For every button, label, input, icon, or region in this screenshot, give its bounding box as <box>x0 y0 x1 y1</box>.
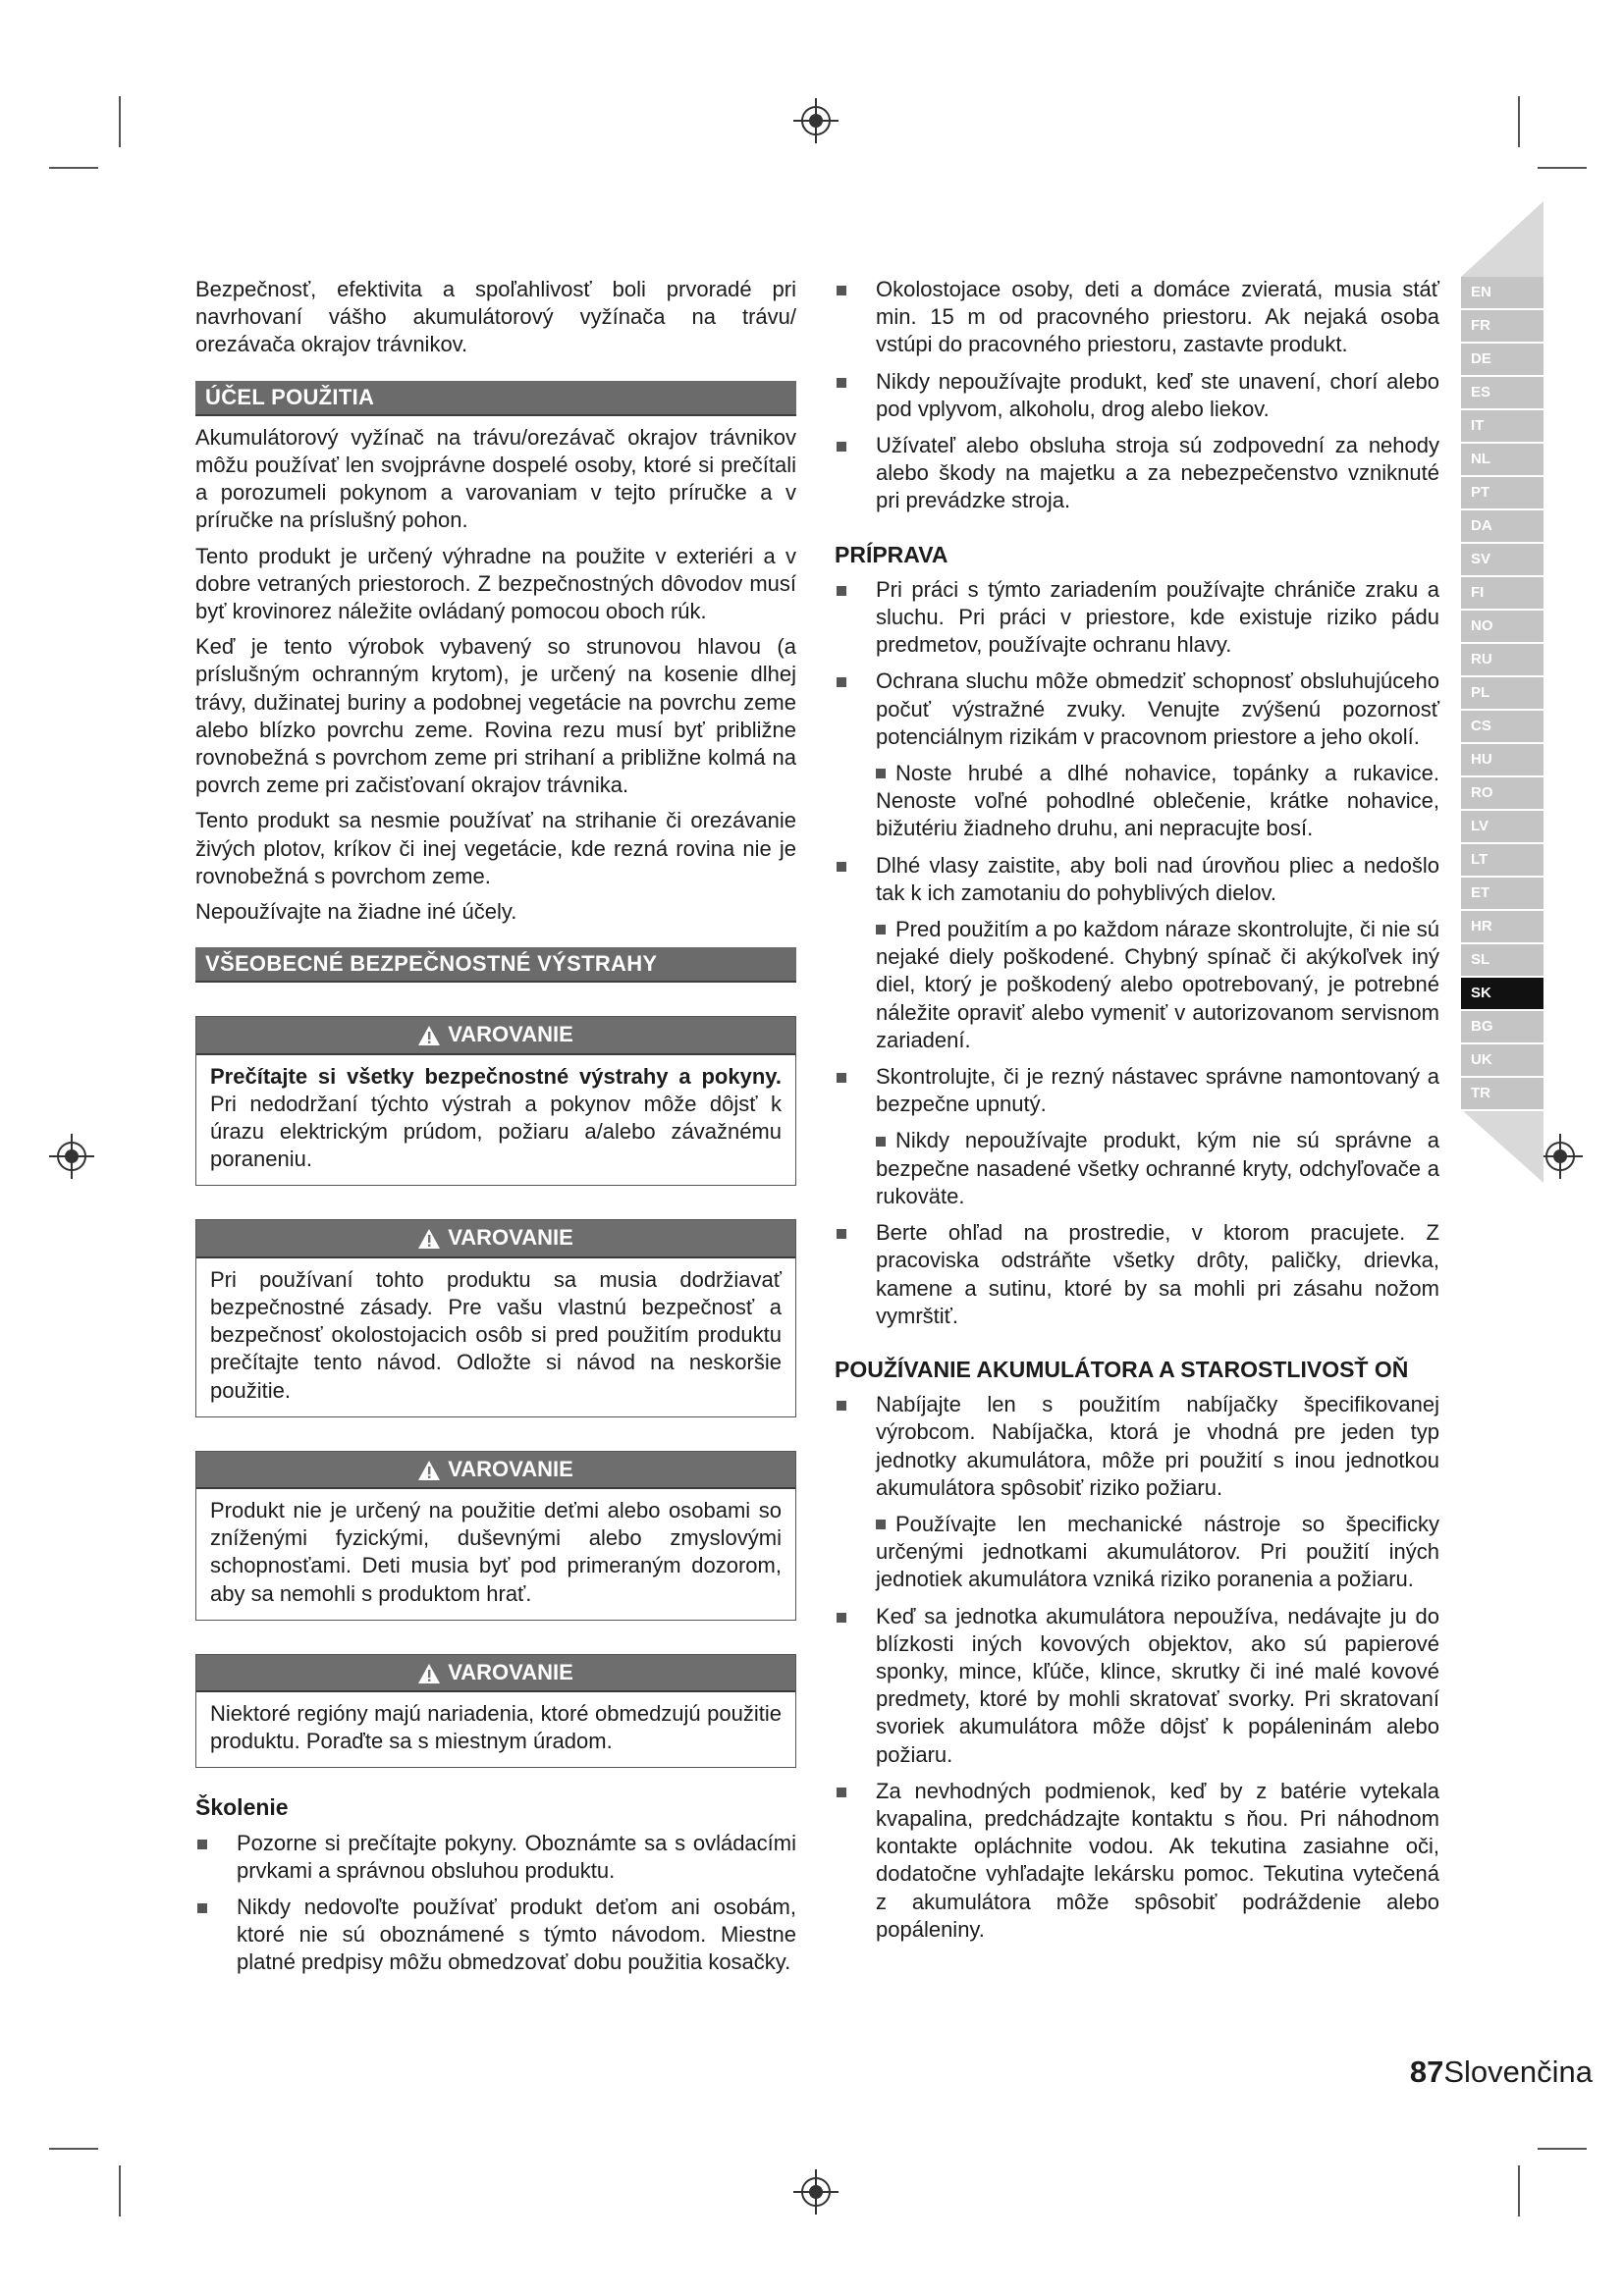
language-tab-item-sv: SV <box>1461 544 1543 577</box>
warning-header <box>196 1452 795 1489</box>
language-name: Slovenčina <box>1443 2055 1593 2089</box>
crop-mark <box>1518 2165 1520 2216</box>
list-item <box>835 1511 1439 1594</box>
list-item-text: Noste hrubé a dlhé nohavice, topánky a rukavice. Nenoste voľné pohodlné oblečenie, krátke nohavice, bižutériu žiadneho druhu, ani nepracujte bosí. <box>876 761 1439 841</box>
warning-box <box>195 1219 796 1416</box>
language-tab-item-es: ES <box>1461 377 1543 410</box>
list-item <box>835 760 1439 843</box>
battery-list <box>835 1391 1439 1944</box>
list-item-text: Pred použitím a po každom náraze skontrolujte, či nie sú nejaké diely poškodené. Chybný spínač či akýkoľvek iný diel, ktorý je poškodený alebo opotrebovaný, je potrebné náležite opraviť alebo vymeniť v autorizovanom servisnom zariadení. <box>876 917 1439 1052</box>
section-heading-purpose: ÚČEL POUŽITIA <box>195 381 796 416</box>
language-tab-item-hr: HR <box>1461 911 1543 944</box>
warning-triangle-icon <box>418 1229 440 1249</box>
language-tab-item-da: DA <box>1461 510 1543 544</box>
list-item-text: Okolostojace osoby, deti a domáce zvieratá, musia stáť min. 15 m od pracovného priestoru. Ak nejaká osoba vstúpi do pracovného priestoru, zastavte produkt. <box>876 277 1439 357</box>
list-item <box>835 1127 1439 1210</box>
warning-label: VAROVANIE <box>448 1022 573 1047</box>
list-item-text: Užívateľ alebo obsluha stroja sú zodpovední za nehody alebo škody na majetku a za nebezpečenstvo vzniknuté pri prevádzke stroja. <box>876 433 1439 513</box>
list-item-text: Dlhé vlasy zaistite, aby boli nad úrovňou pliec a nedošlo tak k ich zamotaniu do pohyblivých dielov. <box>876 852 1439 905</box>
warning-body: Produkt nie je určený na použitie deťmi alebo osobami so zníženými fyzickými, duševnými alebo zmyslovými schopnosťami. Deti musia byť pod primeraným dozorom, aby sa nemohli s produktom hrať. <box>210 1497 782 1606</box>
left-column <box>195 276 796 1986</box>
page-footer <box>1410 2055 1593 2090</box>
warning-label: VAROVANIE <box>448 1659 573 1684</box>
registration-mark-icon <box>793 2169 839 2215</box>
bullet-icon <box>837 442 846 452</box>
language-tab-item-fi: FI <box>1461 577 1543 611</box>
bullet-icon <box>837 1613 846 1623</box>
registration-mark-icon <box>49 1134 94 1179</box>
warning-bold-text: Prečítajte si všetky bezpečnostné výstrahy a pokyny. <box>210 1063 782 1089</box>
training-heading: Školenie <box>195 1794 289 1821</box>
bullet-icon <box>837 1229 846 1239</box>
list-item <box>195 1830 796 1885</box>
bullet-icon <box>837 677 846 687</box>
language-tab-item-en: EN <box>1461 277 1543 310</box>
crop-mark <box>1538 2148 1587 2150</box>
purpose-paragraph: Akumulátorový vyžínač na trávu/orezávač okrajov trávnikov môžu používať len svojprávne dospelé osoby, ktoré si prečítali a porozumeli pokynom a varovaniam v tejto príručke a v príručke na príslušný pohon. <box>195 424 796 533</box>
list-item <box>835 1063 1439 1118</box>
warning-body: Niektoré regióny majú nariadenia, ktoré obmedzujú použitie produktu. Poraďte sa s miestnym úradom. <box>210 1700 782 1754</box>
purpose-paragraph: Keď je tento výrobok vybavený so strunovou hlavou (a príslušným ochranným krytom), je určený na kosenie dlhej trávy, dužinatej buriny a podobnej vegetácie na povrchu zeme alebo blízko povrchu zeme. Rovina rezu musí byť približne rovnobežná s povrchom zeme pri strihaní a približne kolmá na povrch zeme pri začisťovaní okrajov trávnika. <box>195 634 796 798</box>
right-column <box>835 276 1439 1952</box>
bullet-icon <box>837 378 846 388</box>
language-tab-item-ru: RU <box>1461 644 1543 677</box>
list-item <box>835 368 1439 423</box>
language-tab-item-cs: CS <box>1461 711 1543 744</box>
crop-mark <box>119 2165 121 2216</box>
bullet-icon <box>837 1788 846 1797</box>
language-tab-item-sk: SK <box>1461 978 1543 1011</box>
language-tab-item-fr: FR <box>1461 310 1543 344</box>
language-tab-item-sl: SL <box>1461 944 1543 978</box>
bullet-icon <box>837 1401 846 1411</box>
language-tab-item-de: DE <box>1461 344 1543 377</box>
warning-triangle-icon <box>418 1026 440 1045</box>
language-tab-item-ro: RO <box>1461 777 1543 811</box>
language-tab-item-pl: PL <box>1461 677 1543 711</box>
warning-label: VAROVANIE <box>448 1225 573 1251</box>
list-item <box>835 576 1439 660</box>
bullet-icon <box>837 862 846 872</box>
warning-box <box>195 1016 796 1186</box>
list-item-text: Pozorne si prečítajte pokyny. Oboznámte sa s ovládacími prvkami a správnou obsluhou produktu. <box>237 1830 796 1883</box>
list-item-text: Za nevhodných podmienok, keď by z batérie vytekala kvapalina, predchádzajte kontaktu s ňou. Pri náhodnom kontakte opláchnite vodou. Ak tekutina zasiahne oči, dodatočne vyhľadajte lekársku pomoc. Tekutina vytečená z akumulátora môže spôsobiť podráždenie alebo popáleniny. <box>876 1778 1439 1942</box>
language-tab-item-lv: LV <box>1461 811 1543 844</box>
list-item-text: Keď sa jednotka akumulátora nepoužíva, nedávajte ju do blízkosti iných kovových objektov, ako sú papierové sponky, mince, kľúče, klince, skrutky či iné malé kovové predmety, ktoré by mohli skratovať svorky. Pri skratovaní svoriek akumulátora môže dôjsť k popáleninám alebo požiaru. <box>876 1603 1439 1767</box>
registration-mark-icon <box>1538 1134 1583 1179</box>
list-item <box>835 1219 1439 1330</box>
warning-body <box>196 1055 795 1186</box>
language-tab-item-it: IT <box>1461 410 1543 444</box>
list-item <box>835 852 1439 907</box>
bullet-icon <box>876 769 886 778</box>
list-item-text: Nabíjajte len s použitím nabíjačky špecifikovanej výrobcom. Nabíjačka, ktorá je vhodná pre jeden typ jednotky akumulátora, môže pri použití s inou jednotkou akumulátora spôsobiť riziko požiaru. <box>876 1392 1439 1500</box>
warning-triangle-icon <box>418 1461 440 1480</box>
list-item <box>835 276 1439 359</box>
warning-text: Pri nedodržaní týchto výstrah a pokynov môže dôjsť k úrazu elektrickým prúdom, požiaru a/alebo závažnému poraneniu. <box>210 1091 782 1172</box>
registration-mark-icon <box>793 98 839 143</box>
preparation-heading: PRÍPRAVA <box>835 541 948 567</box>
warning-box <box>195 1654 796 1769</box>
bystander-list <box>835 276 1439 515</box>
list-item-text: Nikdy nepoužívajte produkt, kým nie sú správne a bezpečne nasadené všetky ochranné kryty, odchyľovače a rukoväte. <box>876 1128 1439 1208</box>
warning-body: Pri používaní tohto produktu sa musia dodržiavať bezpečnostné zásady. Pre vašu vlastnú bezpečnosť a bezpečnosť okolostojacich osôb si pred použitím produktu prečítajte tento návod. Odložte si návod na neskoršie použitie. <box>210 1266 782 1403</box>
warning-box <box>195 1451 796 1621</box>
list-item <box>835 916 1439 1054</box>
list-item <box>835 432 1439 515</box>
list-item-text: Skontrolujte, či je rezný nástavec správne namontovaný a bezpečne upnutý. <box>876 1064 1439 1117</box>
list-item-text: Berte ohľad na prostredie, v ktorom pracujete. Z pracoviska odstráňte všetky drôty, paličky, drievka, kamene a sutinu, ktoré by sa mohli pri zásahu nožom vymrštiť. <box>876 1220 1439 1328</box>
purpose-paragraph: Nepoužívajte na žiadne iné účely. <box>195 899 517 925</box>
language-tab-item-pt: PT <box>1461 477 1543 510</box>
list-item-text: Ochrana sluchu môže obmedziť schopnosť obsluhujúceho počuť výstražné zvuky. Venujte zvýšenú pozornosť potenciálnym rizikám v pracovnom priestore a jeho okolí. <box>876 668 1439 749</box>
language-tab-item-tr: TR <box>1461 1078 1543 1111</box>
bullet-icon <box>197 1903 207 1913</box>
bullet-icon <box>837 586 846 596</box>
list-item-text: Používajte len mechanické nástroje so špecificky určenými jednotkami akumulátorov. Pri použití iných jednotiek akumulátora vzniká riziko poranenia a požiaru. <box>876 1511 1439 1592</box>
page-number: 87 <box>1409 2055 1444 2089</box>
intro-paragraph: Bezpečnosť, efektivita a spoľahlivosť boli prvoradé pri navrhovaní vášho akumulátorový vyžínača na trávu/ orezávača okrajov trávnikov. <box>195 277 796 357</box>
preparation-list <box>835 576 1439 1330</box>
list-item <box>835 1391 1439 1502</box>
warning-header <box>196 1655 795 1692</box>
list-item-text: Nikdy nepoužívajte produkt, keď ste unavení, chorí alebo pod vplyvom, alkoholu, drog alebo liekov. <box>876 368 1439 421</box>
crop-mark <box>49 167 98 169</box>
training-list <box>195 1830 796 1977</box>
battery-heading: POUŽÍVANIE AKUMULÁTORA A STAROSTLIVOSŤ OŇ <box>835 1356 1409 1382</box>
language-tab-item-bg: BG <box>1461 1011 1543 1044</box>
list-item <box>835 667 1439 751</box>
language-tab-item-et: ET <box>1461 878 1543 911</box>
bullet-icon <box>876 1520 886 1529</box>
purpose-paragraph: Tento produkt je určený výhradne na použite v exteriéri a v dobre vetraných priestoroch. Z bezpečnostných dôvodov musí byť krovinorez náležite ovládaný pomocou oboch rúk. <box>195 543 796 624</box>
language-tab-item-no: NO <box>1461 611 1543 644</box>
language-tab-item-nl: NL <box>1461 444 1543 477</box>
language-tab-item-lt: LT <box>1461 844 1543 878</box>
list-item <box>835 1603 1439 1769</box>
language-tab-item-uk: UK <box>1461 1044 1543 1078</box>
list-item <box>195 1894 796 1977</box>
language-tab-item-hu: HU <box>1461 744 1543 777</box>
bullet-icon <box>197 1840 207 1849</box>
bullet-icon <box>837 286 846 295</box>
list-item-text: Pri práci s týmto zariadením používajte chrániče zraku a sluchu. Pri práci v priestore, kde existuje riziko pádu predmetov, používajte ochranu hlavy. <box>876 576 1439 658</box>
warning-header <box>196 1220 795 1257</box>
list-item <box>835 1778 1439 1944</box>
purpose-paragraph: Tento produkt sa nesmie používať na strihanie či orezávanie živých plotov, kríkov či inej vegetácie, kde rezná rovina nie je rovnobežná s povrchom zeme. <box>195 808 796 888</box>
warning-triangle-icon <box>418 1664 440 1683</box>
list-item-text: Nikdy nedovoľte používať produkt deťom ani osobám, ktoré nie sú oboznámené s týmto návodom. Miestne platné predpisy môžu obmedzovať dobu použitia kosačky. <box>237 1894 796 1975</box>
crop-mark <box>1518 96 1520 147</box>
bullet-icon <box>876 1137 886 1147</box>
language-tab <box>1461 277 1543 1111</box>
crop-mark <box>119 96 121 147</box>
crop-mark <box>1538 167 1587 169</box>
bullet-icon <box>876 925 886 934</box>
warning-label: VAROVANIE <box>448 1456 573 1481</box>
crop-mark <box>49 2148 98 2150</box>
section-heading-general-safety: VŠEOBECNÉ BEZPEČNOSTNÉ VÝSTRAHY <box>195 947 796 983</box>
bullet-icon <box>837 1073 846 1083</box>
warning-header <box>196 1017 795 1054</box>
